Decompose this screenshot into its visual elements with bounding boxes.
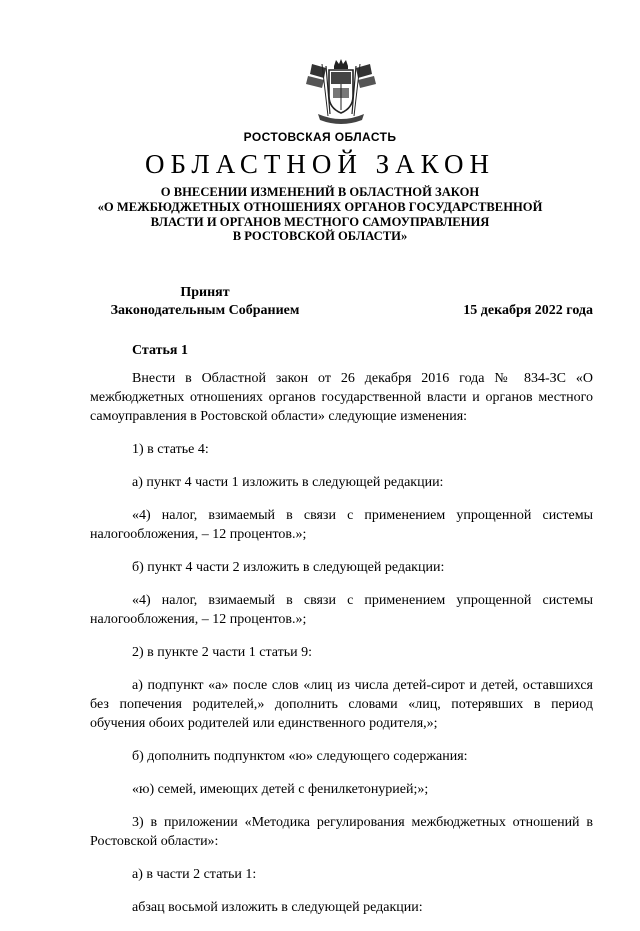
article-paragraph: «4) налог, взимаемый в связи с применением упрощенной системы налогообложения, – 12 процентов.»; [90, 508, 593, 542]
article-heading: Статья 1 [132, 343, 188, 358]
adopted-label: Принят [180, 285, 230, 300]
article-paragraph: а) подпункт «а» после слов «лиц из числа детей-сирот и детей, оставшихся без попечения родителей,» дополнить словами «лиц, потерявших в период обучения обоих родителей или единственного родителя,»; [90, 678, 593, 731]
article-paragraph: а) пункт 4 части 1 изложить в следующей редакции: [132, 475, 444, 490]
subtitle-line: В РОСТОВСКОЙ ОБЛАСТИ» [232, 229, 408, 244]
law-subtitle [60, 185, 580, 244]
adoption-date: 15 декабря 2022 года [463, 303, 593, 318]
subtitle-line: О ВНЕСЕНИИ ИЗМЕНЕНИЙ В ОБЛАСТНОЙ ЗАКОН [160, 185, 480, 199]
coat-of-arms-emblem [300, 58, 382, 124]
article-paragraph: «ю) семей, имеющих детей с фенилкетонурией;»; [132, 782, 429, 797]
article-paragraph: Внести в Областной закон от 26 декабря 2016 года № 834-ЗС «О межбюджетных отношениях органов государственной власти и органов местного самоуправления в Ростовской области» следующие изменения: [90, 371, 593, 424]
region-name: РОСТОВСКАЯ ОБЛАСТЬ [243, 130, 397, 144]
article-paragraph: 1) в статье 4: [132, 442, 209, 457]
article-body [90, 369, 593, 931]
article-paragraph: б) дополнить подпунктом «ю» следующего содержания: [132, 749, 468, 764]
subtitle-line: ВЛАСТИ И ОРГАНОВ МЕСТНОГО САМОУПРАВЛЕНИЯ [150, 214, 490, 229]
article-paragraph: абзац восьмой изложить в следующей редакции: [132, 900, 423, 915]
subtitle-line: «О МЕЖБЮДЖЕТНЫХ ОТНОШЕНИЯХ ОРГАНОВ ГОСУДАРСТВЕННОЙ [97, 199, 543, 214]
article-paragraph: 3) в приложении «Методика регулирования межбюджетных отношений в Ростовской области»: [90, 815, 593, 849]
article-paragraph: «4) налог, взимаемый в связи с применением упрощенной системы налогообложения, – 12 процентов.»; [90, 593, 593, 627]
law-title: ОБЛАСТНОЙ ЗАКОН [145, 149, 495, 179]
article-paragraph: а) в части 2 статьи 1: [132, 867, 257, 882]
article-paragraph: 2) в пункте 2 части 1 статьи 9: [132, 645, 313, 660]
adoption-block [90, 284, 320, 320]
article-paragraph: б) пункт 4 части 2 изложить в следующей редакции: [132, 560, 445, 575]
adopted-by: Законодательным Собранием [110, 303, 300, 318]
